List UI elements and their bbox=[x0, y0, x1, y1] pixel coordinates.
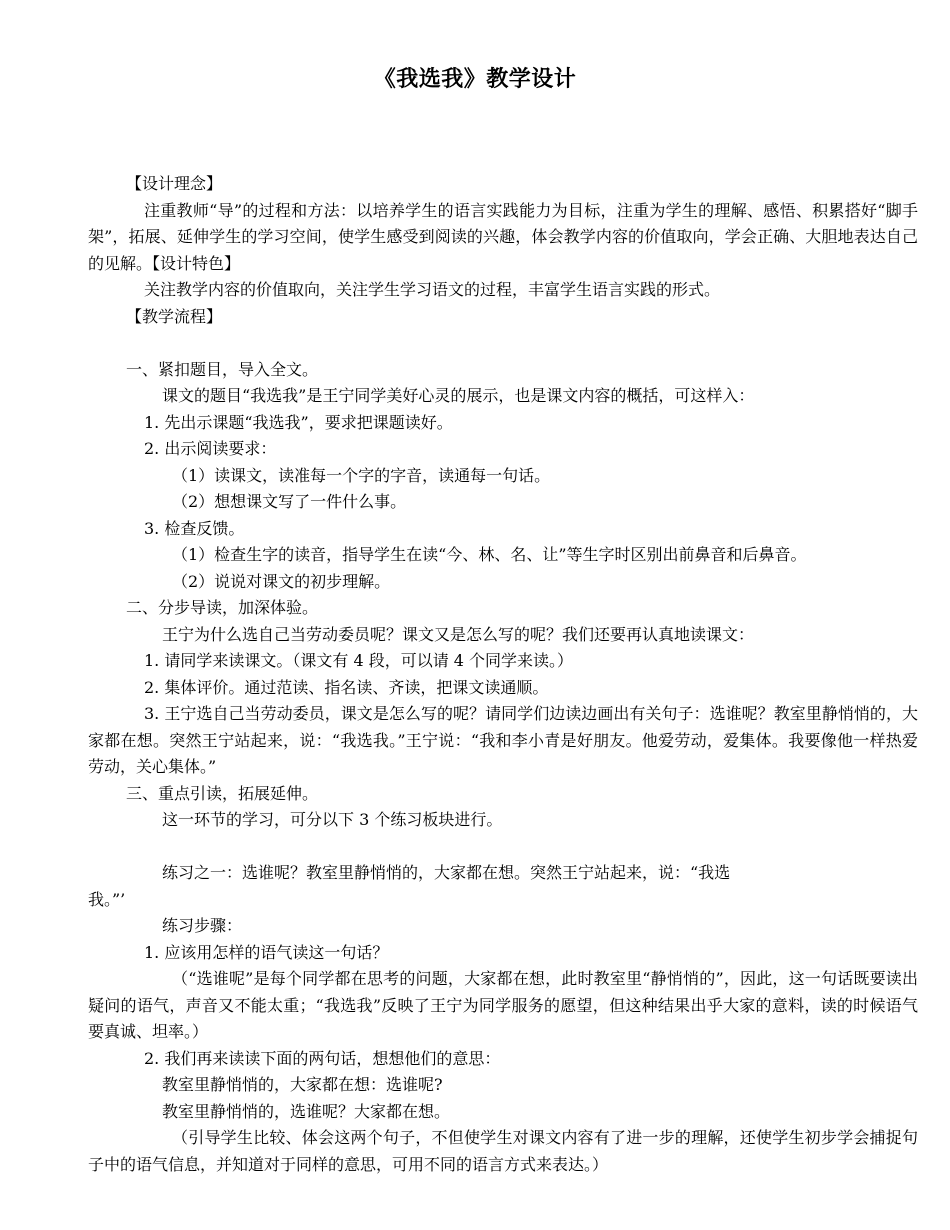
paragraph-step-3-intro: 这一环节的学习，可分以下 3 个练习板块进行。 bbox=[162, 810, 503, 829]
sub-list-item: （2）说说对课文的初步理解。 bbox=[172, 571, 391, 591]
paragraph-explanation: （“选谁呢”是每个同学都在思考的问题，大家都在想，此时教室里“静悄悄的”，因此，这一句话既要读出疑问的语气，声音又不能太重；“我选我”反映了王宁为同学服务的愿望，但这种结果出乎大家的意料，读的时候语气要真诚、坦率。） bbox=[88, 969, 918, 1041]
sub-list-item: （2）想想课文写了一件什么事。 bbox=[172, 492, 407, 511]
section-heading-design-concept: 【设计理念】 bbox=[126, 174, 223, 193]
list-item: 1. 应该用怎样的语气读这一句话？ bbox=[144, 942, 389, 962]
list-item: 1. 先出示课题“我选我”，要求把课题读好。 bbox=[144, 412, 453, 432]
example-sentence: 教室里静悄悄的，大家都在想：选谁呢? bbox=[162, 1075, 443, 1094]
sub-list-item: （1）读课文，读准每一个字的字音，读通每一句话。 bbox=[172, 465, 551, 485]
blank-line bbox=[88, 834, 918, 861]
sub-list-item: （1）检查生字的读音，指导学生在读“今、林、名、让”等生字时区别出前鼻音和后鼻音。 bbox=[172, 545, 807, 564]
example-sentence: 教室里静悄悄的，选谁呢？大家都在想。 bbox=[162, 1101, 451, 1121]
list-item: 3. 王宁选自己当劳动委员，课文是怎么写的呢？请同学们边读边画出有关句子：选谁呢？教室里静悄悄的，大家都在想。突然王宁站起来，说：“我选我。”王宁说：“我和李小青是好朋友。他爱劳动，爱集体。我要像他一样热爱劳动，关心集体。” bbox=[88, 704, 918, 776]
paragraph-step-1-intro: 课文的题目“我选我”是王宁同学美好心灵的展示，也是课文内容的概括，可这样入： bbox=[162, 386, 755, 405]
list-item: 3. 检查反馈。 bbox=[144, 518, 245, 538]
section-heading-teaching-process: 【教学流程】 bbox=[126, 306, 223, 326]
paragraph-explanation: （引导学生比较、体会这两个句子，不但使学生对课文内容有了进一步的理解，还使学生初步学会捕捉句子中的语气信息，并知道对于同样的意思，可用不同的语言方式来表达。） bbox=[88, 1128, 918, 1174]
list-item: 2. 出示阅读要求： bbox=[144, 439, 277, 458]
exercise-steps-label: 练习步骤： bbox=[162, 916, 243, 935]
exercise-one-line-1: 练习之一：选谁呢？教室里静悄悄的，大家都在想。突然王宁站起来，说：“我选 bbox=[162, 863, 731, 882]
document-title: 《我选我》教学设计 bbox=[373, 66, 577, 92]
step-heading-2: 二、分步导读，加深体验。 bbox=[126, 598, 319, 617]
paragraph-step-2-intro: 王宁为什么选自己当劳动委员呢？课文又是怎么写的呢？我们还要再认真地读课文： bbox=[162, 624, 755, 644]
paragraph-design-concept: 注重教师“导”的过程和方法：以培养学生的语言实践能力为目标，注重为学生的理解、感悟、积累搭好“脚手架”，拓展、延伸学生的学习空间，使学生感受到阅读的兴趣，体会教学内容的价值取向，学会正确、大胆地表达自己的见解。【设计特色】 bbox=[88, 200, 918, 273]
paragraph-design-feature: 关注教学内容的价值取向，关注学生学习语文的过程，丰富学生语言实践的形式。 bbox=[144, 280, 721, 299]
list-item: 2. 集体评价。通过范读、指名读、齐读，把课文读通顺。 bbox=[144, 677, 549, 697]
list-item: 1. 请同学来读课文。（课文有 4 段，可以请 4 个同学来读。） bbox=[144, 651, 574, 670]
step-heading-3: 三、重点引读，拓展延伸。 bbox=[126, 783, 319, 803]
list-item: 2. 我们再来读读下面的两句话，想想他们的意思： bbox=[144, 1048, 501, 1068]
blank-line bbox=[88, 330, 918, 357]
step-heading-1: 一、紧扣题目，导入全文。 bbox=[126, 359, 319, 379]
document-body bbox=[88, 171, 918, 1178]
exercise-one-line-2: 我。”’ bbox=[88, 889, 126, 909]
